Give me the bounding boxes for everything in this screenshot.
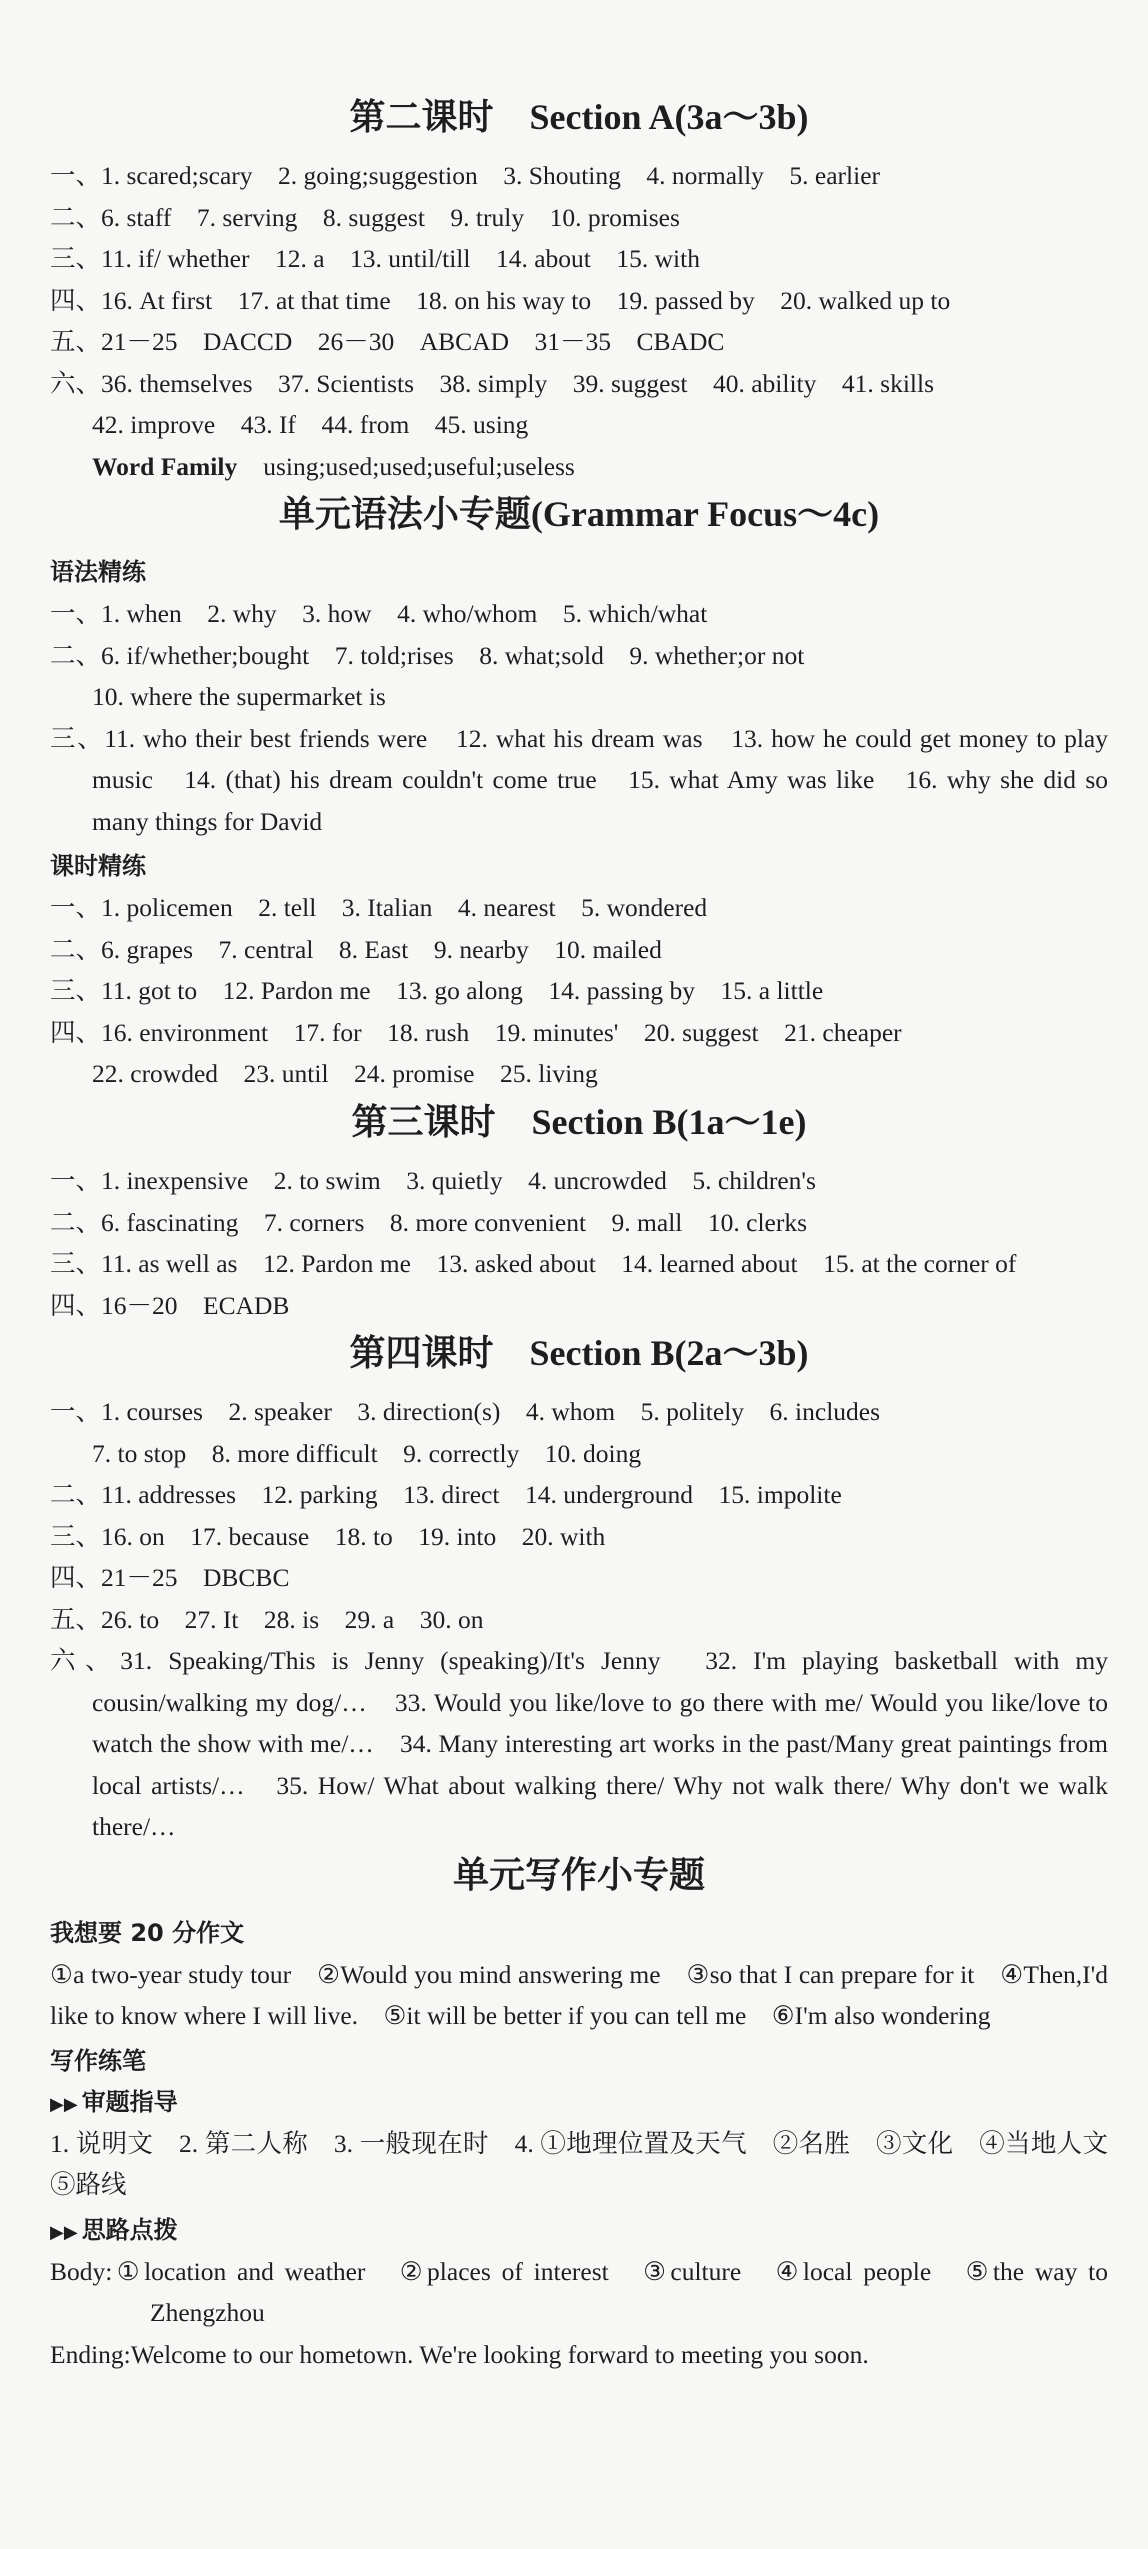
answer-line: 一、1. inexpensive 2. to swim 3. quietly 4. uncrowded 5. children's (50, 1166, 816, 1196)
answer-line: 二、6. staff 7. serving 8. suggest 9. truly 10. promises (50, 202, 680, 232)
answer-paragraph: ①a two-year study tour ②Would you mind answering me ③so that I can prepare for it ④Then,I'd like to know where I will live. ⑤it will be better if you can tell me ⑥I'm also wondering (50, 1959, 1108, 2031)
answer-paragraph: 六、31. Speaking/This is Jenny (speaking)/It's Jenny 32. I'm playing basketball with my cousin/walking my dog/… 33. Would you like/love to go there with me/ Would you like/love to watch the show with me/… 34. Many interesting art works in the past/Many great paintings from local artists/… 35. How/ What about walking there/ Why not walk there/ Why don't we walk there/… (50, 1646, 1108, 1842)
answer-line: 二、6. fascinating 7. corners 8. more convenient 9. mall 10. clerks (50, 1207, 808, 1237)
word-family-line (50, 446, 1108, 488)
section-title-lesson-4: 第四课时 Section B(2a～3b) (349, 1333, 809, 1374)
answer-line: 二、11. addresses 12. parking 13. direct 14. underground 15. impolite (50, 1480, 842, 1510)
subheading-writing-practice: 写作练笔 (50, 2046, 146, 2075)
answer-line: 四、16. At first 17. at that time 18. on his way to 19. passed by 20. walked up to (50, 285, 951, 315)
section-title-lesson-3: 第三课时 Section B(1a～1e) (351, 1101, 807, 1142)
subheading-lesson-practice: 课时精练 (50, 852, 146, 881)
answer-line: 22. crowded 23. until 24. promise 25. living (92, 1059, 598, 1089)
answer-line: 一、1. courses 2. speaker 3. direction(s) 4. whom 5. politely 6. includes (50, 1397, 881, 1427)
answer-paragraph: 三、11. who their best friends were 12. what his dream was 13. how he could get money to play music 14. (that) his dream couldn't come true 15. what Amy was like 16. why she did so many things for David (50, 723, 1108, 836)
answer-line: 五、21－25 DACCD 26－30 ABCAD 31－35 CBADC (50, 327, 725, 357)
answer-line: 7. to stop 8. more difficult 9. correctly 10. doing (92, 1438, 642, 1468)
answer-line: 二、6. if/whether;bought 7. told;rises 8. what;sold 9. whether;or not (50, 640, 805, 670)
subheading-grammar-practice: 语法精练 (50, 558, 146, 587)
answer-line: 三、11. got to 12. Pardon me 13. go along 14. passing by 15. a little (50, 976, 824, 1006)
subheading-20-point-essay: 我想要 20 分作文 (50, 1918, 245, 1947)
answer-line: 四、16. environment 17. for 18. rush 19. minutes' 20. suggest 21. cheaper (50, 1017, 902, 1047)
answer-line: 三、11. if/ whether 12. a 13. until/till 14. about 15. with (50, 244, 700, 274)
section-title-lesson-2: 第二课时 Section A(3a～3b) (349, 97, 809, 137)
answer-line: 10. where the supermarket is (92, 682, 386, 712)
answer-line: 四、21－25 DBCBC (50, 1563, 290, 1593)
answer-line: Ending:Welcome to our hometown. We're looking forward to meeting you soon. (50, 2339, 869, 2369)
answer-paragraph: Body:①location and weather ②places of interest ③culture ④local people ⑤the way to Zhengzhou (50, 2256, 1108, 2328)
subheading-idea-tips (50, 2210, 1108, 2245)
answer-line: 五、26. to 27. It 28. is 29. a 30. on (50, 1604, 484, 1634)
answer-line: 一、1. scared;scary 2. going;suggestion 3. Shouting 4. normally 5. earlier (50, 161, 881, 191)
answer-line: 三、16. on 17. because 18. to 19. into 20. with (50, 1521, 606, 1551)
answer-line: 二、6. grapes 7. central 8. East 9. nearby 10. mailed (50, 934, 662, 964)
answer-paragraph: 1. 说明文 2. 第二人称 3. 一般现在时 4. ①地理位置及天气 ②名胜 ③文化 ④当地人文 ⑤路线 (50, 2128, 1134, 2200)
subheading-text: 思路点拨 (81, 2215, 178, 2244)
subheading-text: 审题指导 (81, 2087, 178, 2116)
double-arrow-icon: ▶▶ (50, 2093, 78, 2115)
double-arrow-icon: ▶▶ (50, 2221, 78, 2243)
answer-line: 一、1. policemen 2. tell 3. Italian 4. nearest 5. wondered (50, 893, 708, 923)
section-title-writing: 单元写作小专题 (452, 1854, 705, 1895)
answer-line: 四、16－20 ECADB (50, 1290, 290, 1320)
answer-line: 42. improve 43. If 44. from 45. using (92, 410, 529, 440)
section-title-grammar: 单元语法小专题(Grammar Focus～4c) (278, 494, 880, 535)
subheading-topic-guidance (50, 2082, 1108, 2117)
answer-paragraph: 三、11. as well as 12. Pardon me 13. asked about 14. learned about 15. at the corner of (50, 1249, 1017, 1279)
word-family-text: using;used;used;useful;useless (263, 451, 575, 481)
answer-line: 一、1. when 2. why 3. how 4. who/whom 5. which/what (50, 599, 708, 629)
word-family-label: Word Family (92, 451, 238, 481)
answer-line: 六、36. themselves 37. Scientists 38. simply 39. suggest 40. ability 41. skills (50, 368, 934, 398)
